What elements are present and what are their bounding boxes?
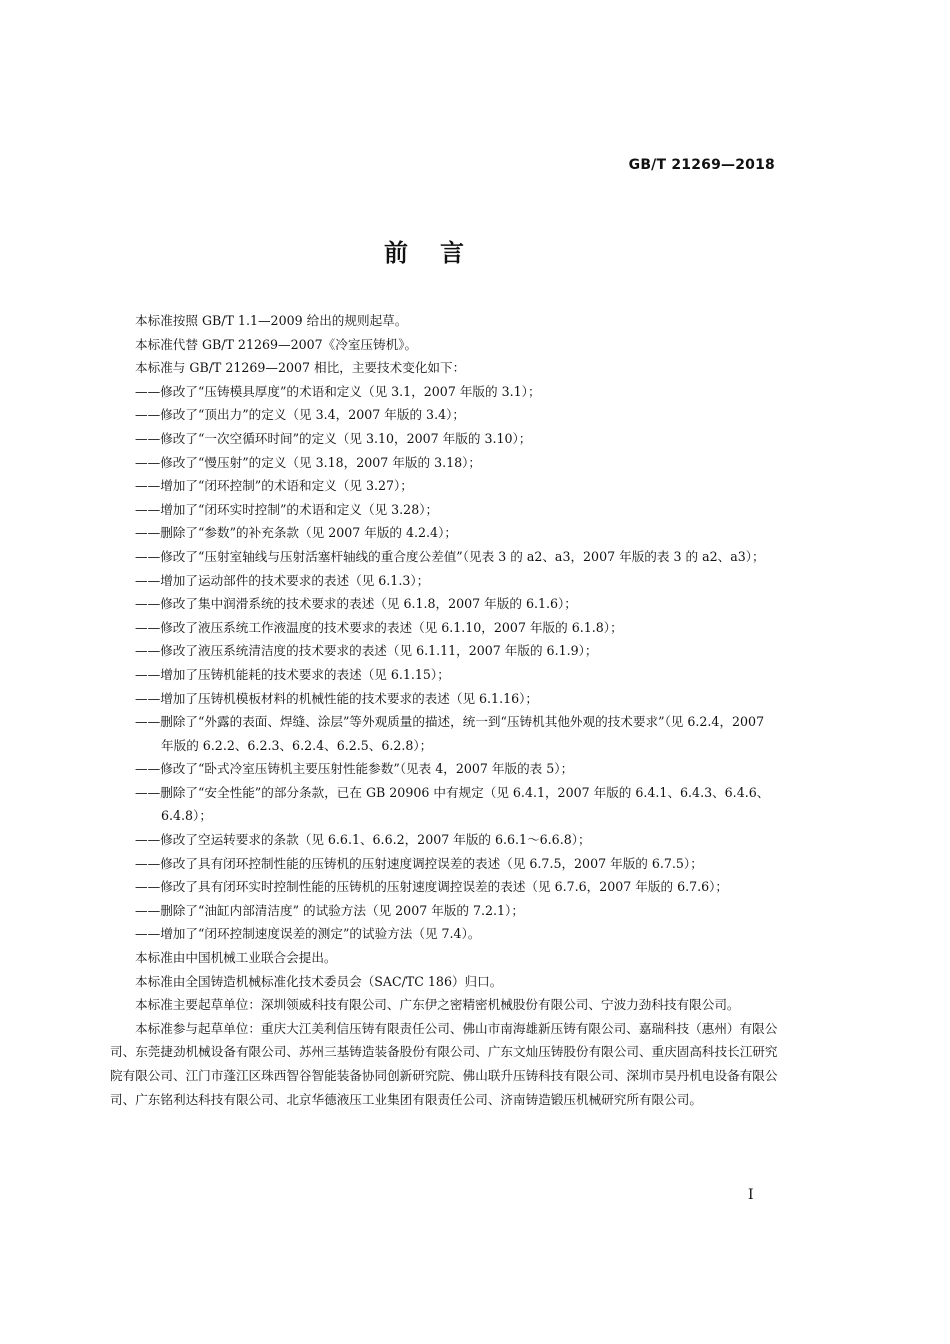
change-item: ——增加了“闭环控制”的术语和定义（见 3.27）； [135, 478, 413, 494]
change-item: ——修改了液压系统工作液温度的技术要求的表述（见 6.1.10，2007 年版的 6.1.8）； [135, 619, 623, 635]
change-item: ——增加了运动部件的技术要求的表述（见 6.1.3）； [135, 572, 430, 588]
change-item: ——修改了“压铸模具厚度”的术语和定义（见 3.1，2007 年版的 3.1）； [135, 383, 541, 399]
change-item: ——增加了“闭环控制速度误差的测定”的试验方法（见 7.4）。 [135, 926, 481, 942]
change-item: ——修改了集中润滑系统的技术要求的表述（见 6.1.8，2007 年版的 6.1.6）； [135, 596, 577, 612]
page-title: 前言 [384, 239, 496, 267]
change-item: ——删除了“外露的表面、焊缝、涂层”等外观质量的描述，统一到“压铸机其他外观的技术要求”（见 6.2.4，2007 年版的 6.2.2、6.2.3、6.2.4、6.2.5、6.2.8）； [135, 714, 765, 753]
standard-number: GB/T 21269—2018 [628, 157, 775, 173]
intro-paragraph: 本标准代替 GB/T 21269—2007《冷室压铸机》。 [135, 336, 418, 352]
change-item: ——修改了“慢压射”的定义（见 3.18，2007 年版的 3.18）； [135, 454, 481, 470]
change-item: ——删除了“油缸内部清洁度” 的试验方法（见 2007 年版的 7.2.1）； [135, 902, 524, 918]
change-item: ——增加了压铸机模板材料的机械性能的技术要求的表述（见 6.1.16）； [135, 690, 538, 706]
change-item: ——删除了“安全性能”的部分条款，已在 GB 20906 中有规定（见 6.4.1，2007 年版的 6.4.1、6.4.3、6.4.6、6.4.8）； [135, 784, 770, 824]
change-item: ——修改了空运转要求的条款（见 6.6.1、6.6.2，2007 年版的 6.6.1～6.6.8）； [135, 832, 591, 848]
closing-paragraph: 本标准由全国铸造机械标准化技术委员会（SAC/TC 186）归口。 [135, 973, 503, 989]
change-item: ——修改了“卧式冷室压铸机主要压射性能参数”（见表 4，2007 年版的表 5）； [135, 761, 574, 777]
change-item: ——修改了“顶出力”的定义（见 3.4，2007 年版的 3.4）； [135, 407, 465, 423]
intro-paragraph: 本标准按照 GB/T 1.1—2009 给出的规则起草。 [135, 313, 408, 328]
change-item: ——增加了压铸机能耗的技术要求的表述（见 6.1.15）； [135, 666, 450, 682]
change-item: ——修改了具有闭环实时控制性能的压铸机的压射速度调控误差的表述（见 6.7.6，2007 年版的 6.7.6）； [135, 879, 729, 895]
page-number: I [748, 1187, 754, 1203]
change-item: ——修改了具有闭环控制性能的压铸机的压射速度调控误差的表述（见 6.7.5，2007 年版的 6.7.5）； [135, 855, 703, 871]
change-item: ——修改了“压射室轴线与压射活塞杆轴线的重合度公差值”（见表 3 的 a2、a3，2007 年版的表 3 的 a2、a3）； [135, 548, 765, 564]
change-item: ——增加了“闭环实时控制”的术语和定义（见 3.28）； [135, 501, 439, 517]
closing-paragraph: 本标准参与起草单位：重庆大江美利信压铸有限责任公司、佛山市南海雄新压铸有限公司、嘉瑞科技（惠州）有限公司、东莞捷劲机械设备有限公司、苏州三基铸造装备股份有限公司、广东文灿压铸股份有限公司、重庆固高科技长江研究院有限公司、江门市蓬江区珠西智谷智能装备协同创新研究院、佛山联升压铸科技有限公司、深圳市昊丹机电设备有限公司、广东铭利达科技有限公司、北京华德液压工业集团有限责任公司、济南铸造锻压机械研究所有限公司。 [110, 1020, 778, 1107]
closing-paragraph: 本标准主要起草单位：深圳领威科技有限公司、广东伊之密精密机械股份有限公司、宁波力劲科技有限公司。 [135, 997, 740, 1013]
change-item: ——删除了“参数”的补充条款（见 2007 年版的 4.2.4）； [135, 525, 457, 541]
change-item: ——修改了“一次空循环时间”的定义（见 3.10，2007 年版的 3.10）； [135, 430, 532, 446]
intro-paragraph: 本标准与 GB/T 21269—2007 相比，主要技术变化如下： [135, 360, 466, 376]
closing-paragraph: 本标准由中国机械工业联合会提出。 [135, 950, 337, 966]
foreword-body [110, 309, 780, 1111]
change-item: ——修改了液压系统清洁度的技术要求的表述（见 6.1.11，2007 年版的 6.1.9）； [135, 643, 598, 659]
